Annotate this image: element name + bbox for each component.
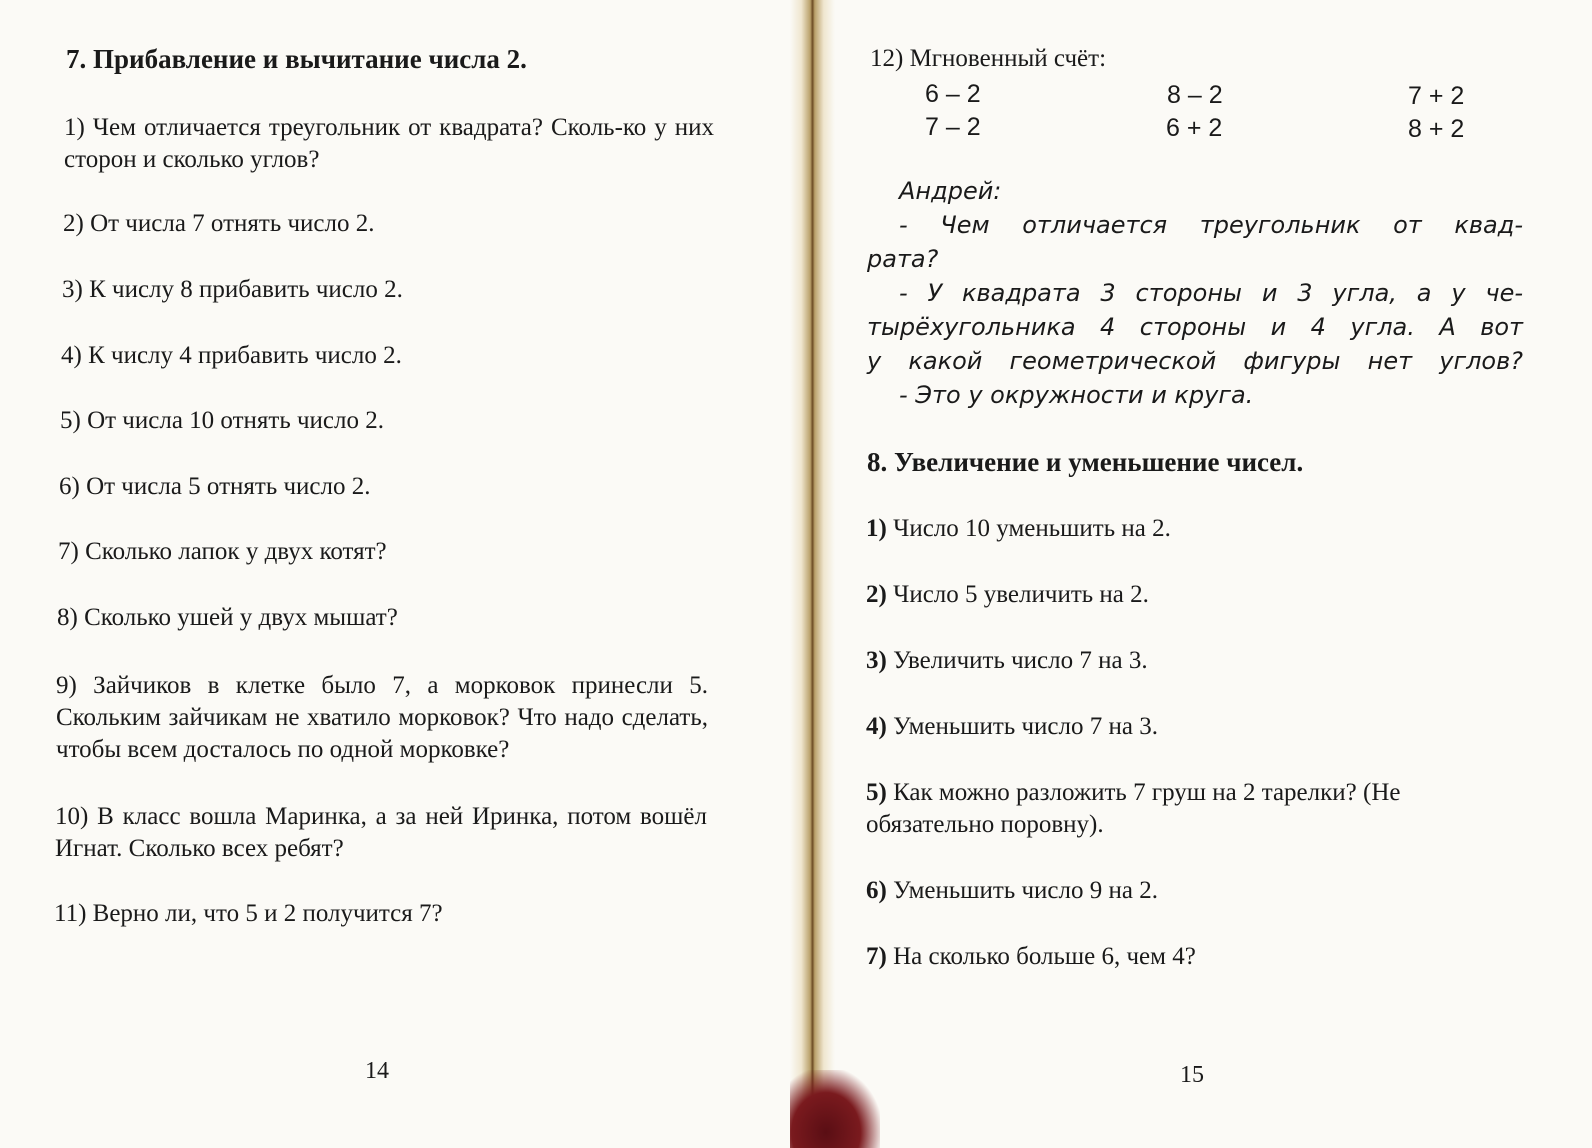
exercise-r4 [866, 711, 1506, 743]
expression: 6 + 2 [1166, 114, 1223, 142]
exercise-r1 [866, 513, 1506, 545]
exercise-r7 [866, 941, 1506, 973]
item-number: 1) [866, 515, 887, 542]
expression: 8 + 2 [1408, 115, 1465, 143]
exercise-r6 [866, 875, 1506, 907]
expression: 6 – 2 [925, 80, 981, 108]
dialog-line: - Чем отличается треугольник от квад- [899, 211, 1523, 239]
item-text: Число 10 уменьшить на 2. [893, 515, 1171, 542]
expression: 7 + 2 [1408, 82, 1465, 110]
page-number-left: 14 [365, 1058, 389, 1084]
exercise-4: 4) К числу 4 прибавить число 2. [61, 342, 402, 369]
exercise-r2 [866, 579, 1506, 611]
exercise-r3 [866, 645, 1506, 677]
expression: 7 – 2 [925, 113, 981, 141]
dialog-line: тырёхугольника 4 стороны и 4 угла. А вот [867, 313, 1523, 341]
book-spine [790, 0, 835, 1148]
dialog-line: - У квадрата 3 стороны и 3 угла, а у че- [899, 279, 1523, 307]
item-text: Уменьшить число 9 на 2. [893, 877, 1158, 904]
exercise-9: 9) Зайчиков в клетке было 7, а морковок принесли 5. Скольким зайчикам не хватило морковок? Что надо сделать, чтобы всем досталось по одной морковке? [56, 672, 708, 763]
item-text: Как можно разложить 7 груш на 2 тарелки? (Не обязательно поровну). [866, 779, 1401, 838]
item-text: Число 5 увеличить на 2. [893, 581, 1149, 608]
expression: 8 – 2 [1167, 81, 1223, 109]
item-text: Уменьшить число 7 на 3. [893, 713, 1158, 740]
section-heading-7: 7. Прибавление и вычитание числа 2. [66, 44, 527, 74]
exercise-5: 5) От числа 10 отнять число 2. [60, 407, 384, 434]
item-number: 7) [866, 943, 887, 970]
item-text: Увеличить число 7 на 3. [893, 647, 1148, 674]
exercise-3: 3) К числу 8 прибавить число 2. [62, 276, 403, 303]
exercise-10: 10) В класс вошла Маринка, а за ней Иринка, потом вошёл Игнат. Сколько всех ребят? [55, 803, 707, 862]
item-number: 6) [866, 877, 887, 904]
exercise-6: 6) От числа 5 отнять число 2. [59, 473, 371, 500]
right-page [835, 0, 1592, 1148]
exercise-1: 1) Чем отличается треугольник от квадрата? Сколь-ко у них сторон и сколько углов? [64, 114, 714, 173]
dialog-line: у какой геометрической фигуры нет углов? [867, 347, 1523, 375]
dialog-line: - Это у окружности и круга. [899, 381, 1254, 409]
exercise-11: 11) Верно ли, что 5 и 2 получится 7? [54, 900, 443, 927]
left-page [0, 0, 790, 1148]
dialog-speaker: Андрей: [899, 177, 1002, 205]
item-number: 2) [866, 581, 887, 608]
item-number: 3) [866, 647, 887, 674]
quick-count-title: 12) Мгновенный счёт: [870, 45, 1107, 72]
item-number: 4) [866, 713, 887, 740]
item-text: На сколько больше 6, чем 4? [893, 943, 1196, 970]
item-number: 5) [866, 779, 887, 806]
exercise-2: 2) От числа 7 отнять число 2. [63, 210, 375, 237]
page-number-right: 15 [1180, 1062, 1204, 1088]
dialog-line: рата? [867, 245, 939, 273]
dialog-block [867, 174, 1523, 412]
exercise-8: 8) Сколько ушей у двух мышат? [57, 604, 398, 631]
section-heading-8: 8. Увеличение и уменьшение чисел. [867, 447, 1304, 477]
exercise-r5 [866, 777, 1466, 841]
exercise-7: 7) Сколько лапок у двух котят? [58, 538, 387, 565]
